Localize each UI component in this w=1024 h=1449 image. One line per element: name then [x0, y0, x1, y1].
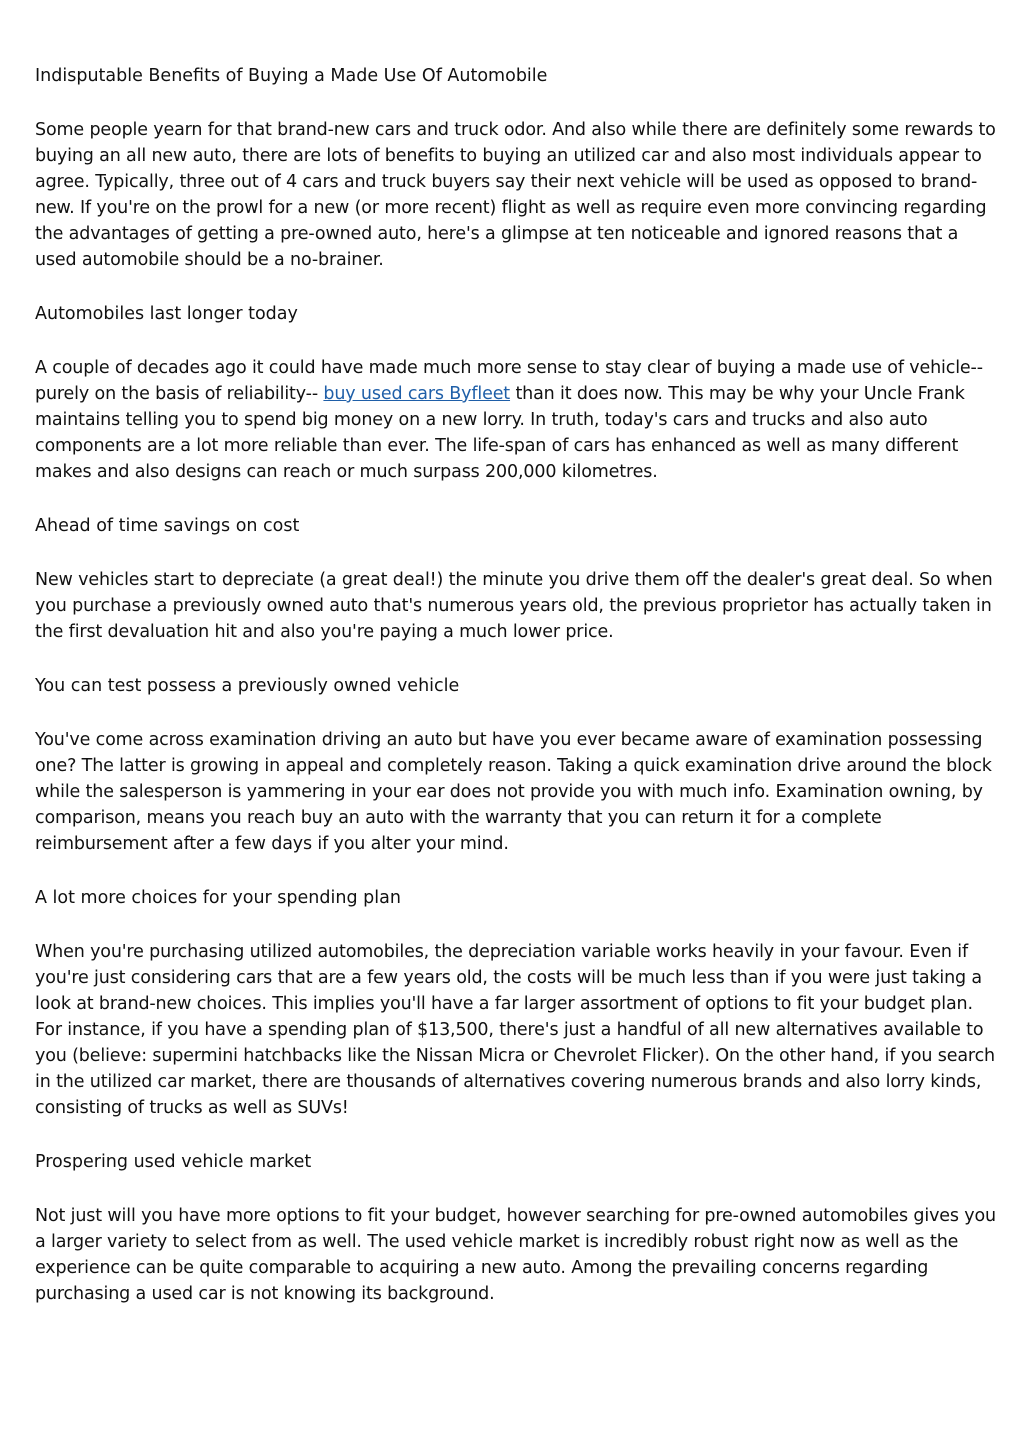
section-heading-savings-on-cost: Ahead of time savings on cost — [35, 516, 300, 536]
section-heading-automobiles-last-longer: Automobiles last longer today — [35, 304, 298, 324]
buy-used-cars-link[interactable]: buy used cars Byfleet — [323, 384, 511, 404]
intro-paragraph: Some people yearn for that brand-new cars and truck odor. And also while there are definitely some rewards to buying an all new auto, there are lots of benefits to buying an utilized car and also most individuals appear to agree. Typically, three out of 4 cars and truck buyers say their next vehicle will be used as opposed to brand-new. If you're on the prowl for a new (or more recent) flight as well as require even more convincing regarding the advantages of getting a pre-owned auto, here's a glimpse at ten noticeable and ignored reasons that a used automobile should be a no-brainer. — [35, 120, 996, 270]
section-paragraph-more-choices: When you're purchasing utilized automobiles, the depreciation variable works heavily in your favour. Even if you're just considering cars that are a few years old, the costs will be much less than if you were just taking a look at brand-new choices. This implies you'll have a far larger assortment of options to fit your budget plan. For instance, if you have a spending plan of $13,500, there's just a handful of all new alternatives available to you (believe: supermini hatchbacks like the Nissan Micra or Chevrolet Flicker). On the other hand, if you search in the utilized car market, there are thousands of alternatives covering numerous brands and also lorry kinds, consisting of trucks as well as SUVs! — [35, 942, 995, 1118]
section-paragraph-test-possess: You've come across examination driving an auto but have you ever became aware of examination possessing one? The latter is growing in appeal and completely reason. Taking a quick examination drive around the block while the salesperson is yammering in your ear does not provide you with much info. Examination owning, by comparison, means you reach buy an auto with the warranty that you can return it for a complete reimbursement after a few days if you alter your mind. — [35, 730, 992, 854]
section-paragraph-used-vehicle-market: Not just will you have more options to fit your budget, however searching for pre-owned automobiles gives you a larger variety to select from as well. The used vehicle market is incredibly robust right now as well as the experience can be quite comparable to acquiring a new auto. Among the prevailing concerns regarding purchasing a used car is not knowing its background. — [35, 1206, 996, 1304]
section-heading-used-vehicle-market: Prospering used vehicle market — [35, 1152, 312, 1172]
section-paragraph-savings-on-cost: New vehicles start to depreciate (a great deal!) the minute you drive them off the dealer's great deal. So when you purchase a previously owned auto that's numerous years old, the previous proprietor has actually taken in the first devaluation hit and also you're paying a much lower price. — [35, 570, 993, 642]
section-paragraph-automobiles-last-longer — [35, 355, 1000, 485]
paragraph-text-after-link: than it does now. This may be why your Uncle Frank maintains telling you to spend big money on a new lorry. In truth, today's cars and trucks and also auto components are a lot more reliable than ever. The life-span of cars has enhanced as well as many different makes and also designs can reach or much surpass 200,000 kilometres. — [35, 384, 965, 482]
document-title: Indisputable Benefits of Buying a Made Use Of Automobile — [35, 66, 548, 86]
section-heading-more-choices: A lot more choices for your spending plan — [35, 888, 401, 908]
section-heading-test-possess: You can test possess a previously owned vehicle — [35, 676, 460, 696]
paragraph-text-before-link: A couple of decades ago it could have made much more sense to stay clear of buying a made use of vehicle-- purely on the basis of reliability-- — [35, 358, 983, 404]
